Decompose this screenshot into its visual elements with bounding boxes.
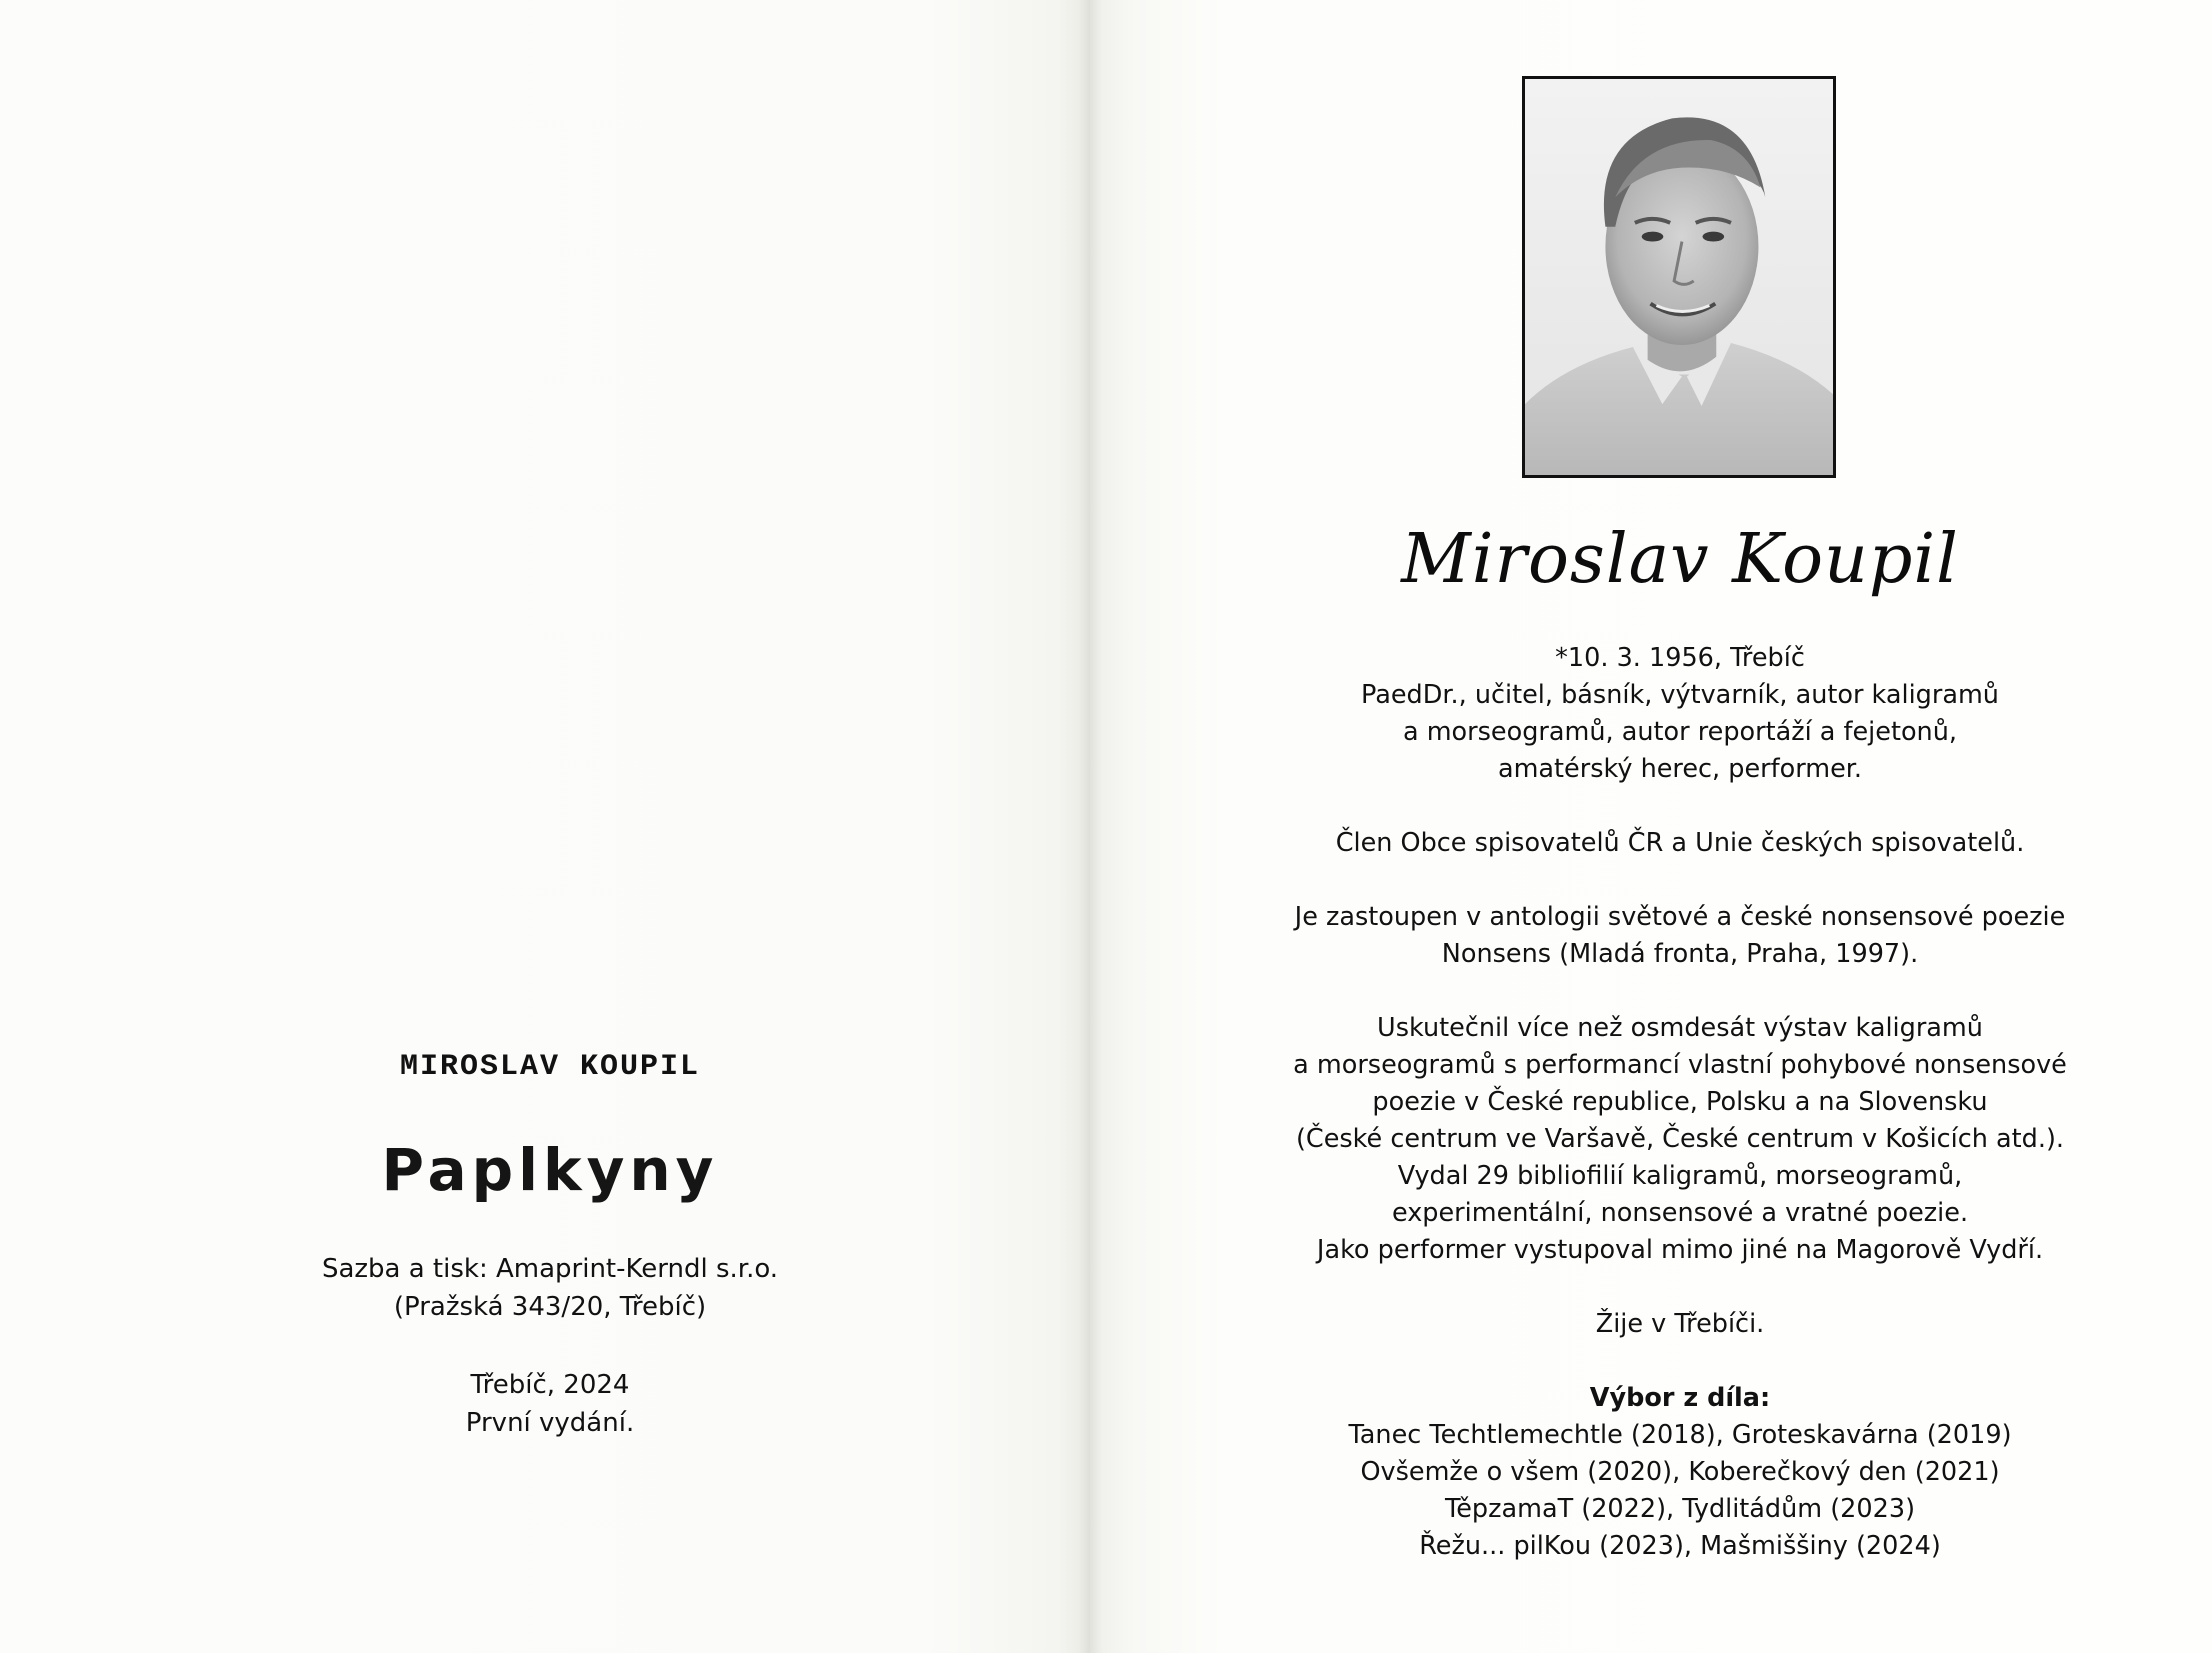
works-line-4: Řežu... pilKou (2023), Mašmiššiny (2024): [1419, 1531, 1941, 1561]
birth-info: *10. 3. 1956, Třebíč: [1555, 643, 1805, 673]
author-name-caps: MIROSLAV KOUPIL: [399, 1050, 701, 1084]
exhibitions-line-3: poezie v České republice, Polsku a na Slovensku: [1372, 1087, 1988, 1117]
works-line-3: TěpzamaT (2022), Tydlitádům (2023): [1444, 1494, 1916, 1524]
edition-info: [290, 1366, 810, 1442]
book-gutter: [1078, 0, 1102, 1653]
place-year: Třebíč, 2024: [470, 1370, 630, 1400]
anthology-line-1: Je zastoupen v antologii světové a české nonsensové poezie: [1294, 902, 2066, 932]
exhibitions-line-1: Uskutečnil více než osmdesát výstav kaligramů: [1377, 1013, 1983, 1043]
exhibitions-line-5: Vydal 29 bibliofilií kaligramů, morseogramů,: [1397, 1161, 1963, 1191]
printer-address: (Pražská 343/20, Třebíč): [393, 1292, 707, 1322]
exhibitions-line-6: experimentální, nonsensové a vratné poezie.: [1391, 1198, 1969, 1228]
author-bio: [1230, 640, 2130, 1565]
profession-line-3: amatérský herec, performer.: [1497, 754, 1863, 784]
colophon: [290, 1050, 810, 1442]
works-heading: Výbor z díla:: [1589, 1383, 1771, 1413]
residence: Žije v Třebíči.: [1595, 1309, 1765, 1339]
book-title: Paplkyny: [381, 1136, 719, 1204]
author-signature: Miroslav Koupil: [1401, 520, 1959, 599]
exhibitions-line-2: a morseogramů s performancí vlastní pohybové nonsensové: [1293, 1050, 2067, 1080]
left-page: [0, 0, 1090, 1653]
print-info: [290, 1250, 810, 1326]
works-line-2: Ovšemže o všem (2020), Koberečkový den (2021): [1360, 1457, 2000, 1487]
exhibitions-line-4: (České centrum ve Varšavě, České centrum v Košicích atd.).: [1295, 1124, 2065, 1154]
works-line-1: Tanec Techtlemechtle (2018), Groteskavárna (2019): [1348, 1420, 2012, 1450]
profession-line-2: a morseogramů, autor reportáží a fejetonů,: [1402, 717, 1957, 747]
anthology-line-2: Nonsens (Mladá fronta, Praha, 1997).: [1441, 939, 1919, 969]
author-photo: [1522, 76, 1836, 478]
printer-line: Sazba a tisk: Amaprint-Kerndl s.r.o.: [321, 1254, 779, 1284]
author-portrait-icon: [1525, 79, 1833, 475]
membership: Člen Obce spisovatelů ČR a Unie českých spisovatelů.: [1335, 828, 2025, 858]
exhibitions-line-7: Jako performer vystupoval mimo jiné na Magorově Vydří.: [1316, 1235, 2044, 1265]
edition-number: První vydání.: [465, 1408, 635, 1438]
profession-line-1: PaedDr., učitel, básník, výtvarník, autor kaligramů: [1361, 680, 1999, 710]
